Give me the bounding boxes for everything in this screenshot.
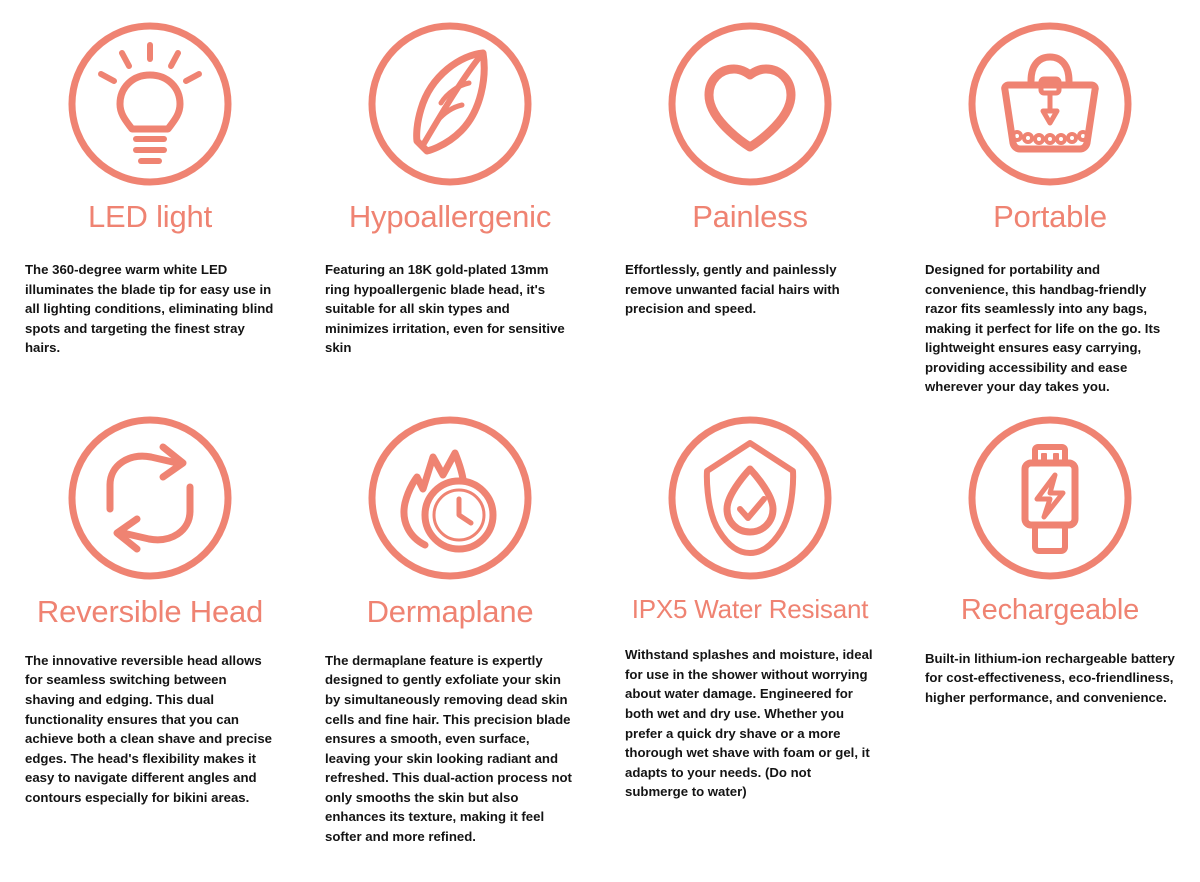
feature-card-water-resistant — [600, 397, 900, 846]
feature-card-dermaplane — [300, 397, 600, 846]
feature-title: Reversible Head — [36, 593, 264, 629]
feature-description: Effortlessly, gently and painlessly remove unwanted facial hairs with precision and speed. — [625, 262, 840, 317]
feature-title: LED light — [88, 199, 212, 234]
feature-title: Portable — [993, 199, 1107, 234]
feature-description: Featuring an 18K gold-plated 13mm ring hypoallergenic blade head, it's suitable for all skin types and minimizes irritation, even for sensitive skin — [325, 262, 565, 356]
feature-card-led-light — [0, 4, 300, 397]
feature-card-reversible-head — [0, 397, 300, 846]
feature-description: Designed for portability and convenience, this handbag-friendly razor fits seamlessly into any bags, making it perfect for life on the go. Its lightweight ensures easy carrying, providing accessibility and ease wherever your day takes you. — [925, 262, 1161, 395]
feature-description: Built-in lithium-ion rechargeable battery for cost-effectiveness, eco-friendliness, higher performance, and convenience. — [925, 650, 1175, 705]
feather-icon — [322, 12, 578, 196]
handbag-icon — [922, 12, 1178, 196]
feature-title: Dermaplane — [366, 593, 534, 629]
feature-card-portable — [900, 4, 1200, 397]
heart-icon — [622, 12, 878, 196]
feature-card-painless — [600, 4, 900, 397]
water-drop-check-icon — [622, 405, 878, 591]
usb-plug-bolt-icon — [922, 405, 1178, 591]
feature-description: The 360-degree warm white LED illuminates the blade tip for easy use in all lighting conditions, eliminating blind spots and targeting the finest stray hairs. — [25, 262, 274, 356]
feature-card-hypoallergenic — [300, 4, 600, 397]
feature-description: The innovative reversible head allows for seamless switching between shaving and edging. This dual functionality ensures that you can achieve both a clean shave and precise edges. The head's flexibility makes it easy to navigate different angles and contours especially for bikini areas. — [25, 652, 273, 805]
feature-title: IPX5 Water Resisant — [631, 593, 869, 624]
led-light-bulb-icon — [22, 12, 278, 196]
feature-description: Withstand splashes and moisture, ideal for use in the shower without worrying about water damage. Engineered for both wet and dry use. Whether you prefer a quick dry shave or a more thorough wet shave with foam or gel, it adapts to your needs. (Do not submerge to water) — [625, 647, 873, 800]
reversible-arrows-icon — [22, 405, 278, 591]
feature-title: Rechargeable — [960, 593, 1140, 626]
feature-title: Painless — [692, 199, 808, 234]
feature-card-rechargeable — [900, 397, 1200, 846]
flame-clock-icon — [322, 405, 578, 591]
feature-description: The dermaplane feature is expertly designed to gently exfoliate your skin by simultaneously removing dead skin cells and fine hair. This precision blade ensures a smooth, even surface, leaving your skin looking radiant and refreshed. This dual-action process not only smooths the skin but also enhances its texture, making it feel softer and more refined. — [325, 652, 572, 844]
feature-title: Hypoallergenic — [348, 199, 552, 234]
